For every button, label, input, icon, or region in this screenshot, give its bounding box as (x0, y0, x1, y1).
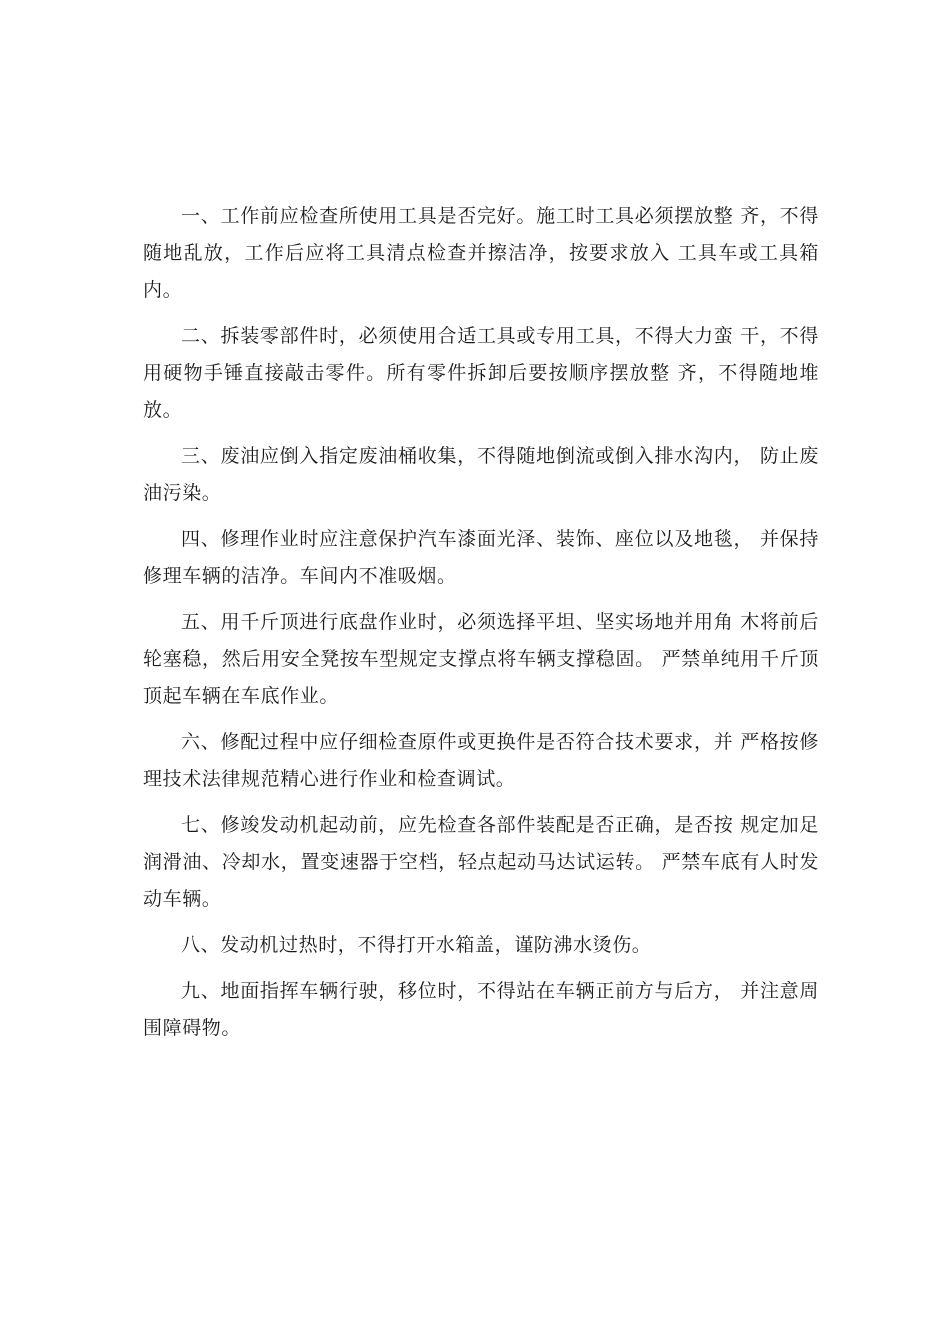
paragraph-1: 一、工作前应检查所使用工具是否完好。施工时工具必须摆放整 齐，不得随地乱放，工作后应将工具清点检查并擦洁净，按要求放入 工具车或工具箱内。 (143, 205, 819, 301)
paragraph-7: 七、修竣发动机起动前，应先检查各部件装配是否正确，是否按 规定加足润滑油、冷却水，置变速器于空档，轻点起动马达试运转。 严禁车底有人时发动车辆。 (143, 814, 819, 910)
paragraph-8: 八、发动机过热时，不得打开水箱盖，谨防沸水烫伤。 (181, 934, 652, 956)
paragraph-5: 五、用千斤顶进行底盘作业时，必须选择平坦、坚实场地并用角 木将前后轮塞稳，然后用安全凳按车型规定支撑点将车辆支撑稳固。 严禁单纯用千斤顶顶起车辆在车底作业。 (143, 611, 819, 707)
paragraph-6: 六、修配过程中应仔细检查原件或更换件是否符合技术要求，并 严格按修理技术法律规范精心进行作业和检查调试。 (143, 731, 819, 790)
paragraph-4: 四、修理作业时应注意保护汽车漆面光泽、装饰、座位以及地毯， 并保持修理车辆的洁净。车间内不准吸烟。 (143, 528, 819, 587)
paragraph-2: 二、拆装零部件时，必须使用合适工具或专用工具，不得大力蛮 干，不得用硬物手锤直接敲击零件。所有零件拆卸后要按顺序摆放整 齐，不得随地堆放。 (143, 325, 819, 421)
paragraph-3: 三、废油应倒入指定废油桶收集，不得随地倒流或倒入排水沟内， 防止废油污染。 (143, 445, 819, 504)
paragraph-9: 九、地面指挥车辆行驶，移位时，不得站在车辆正前方与后方， 并注意周围障碍物。 (143, 980, 819, 1039)
document-body (143, 198, 819, 1056)
